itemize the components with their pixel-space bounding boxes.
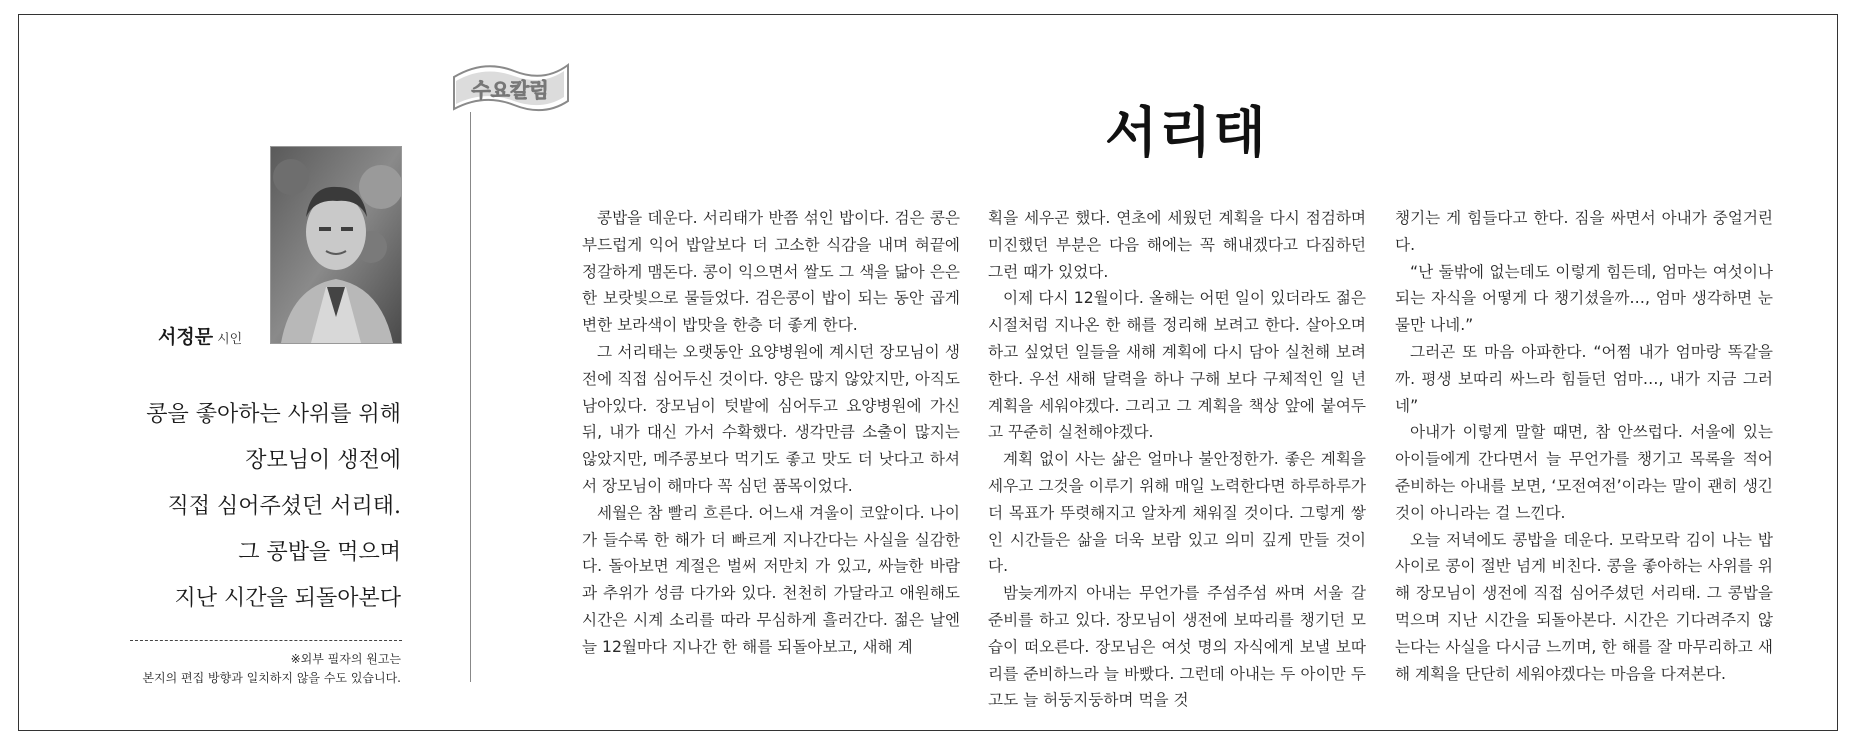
- author-byline: [158, 322, 242, 349]
- article-paragraph: 획을 세우곤 했다. 연초에 세웠던 계획을 다시 점검하며 미진했던 부분은 다음 해에는 꼭 해내겠다고 다짐하던 그런 때가 있었다.: [988, 209, 1366, 281]
- pull-quote-line: 직접 심어주셨던 서리태.: [167, 494, 401, 519]
- disclaimer-line: 본지의 편집 방향과 일치하지 않을 수도 있습니다.: [142, 671, 401, 685]
- pull-quote: [146, 392, 401, 622]
- column-badge-label: 수요칼럼: [471, 78, 549, 102]
- pull-quote-line: 장모님이 생전에: [245, 448, 401, 473]
- article-paragraph: 이제 다시 12월이다. 올해는 어떤 일이 있더라도 젊은 시절처럼 지나온 한 해를 정리해 보려고 한다. 살아오며 하고 싶었던 일들을 새해 계획에 다시 담아 실천해 보려 한다. 우선 새해 달력을 하나 구해 보다 구체적인 일 년 계획을 세워야겠다. 그리고 그 계획을 책상 앞에 붙여두고 꾸준히 실천해야겠다.: [988, 289, 1366, 442]
- article-paragraph: 콩밥을 데운다. 서리태가 반쯤 섞인 밥이다. 검은 콩은 부드럽게 익어 밥알보다 더 고소한 식감을 내며 혀끝에 정갈하게 맴돈다. 콩이 익으면서 쌀도 그 색을 닮아 은은한 보랏빛으로 물들었다. 검은콩이 밥이 되는 동안 곱게 변한 보라색이 밥맛을 한층 더 좋게 한다.: [582, 209, 960, 335]
- article-paragraph: 챙기는 게 힘들다고 한다. 짐을 싸면서 아내가 중얼거린다.: [1395, 209, 1773, 254]
- article-paragraph: “난 둘밖에 없는데도 이렇게 힘든데, 엄마는 여섯이나 되는 자식을 어떻게 다 챙기셨을까…, 엄마 생각하면 눈물만 나네.”: [1395, 262, 1773, 335]
- column-badge-flag: [444, 55, 574, 125]
- article-column-1: [582, 205, 960, 661]
- pull-quote-line: 콩을 좋아하는 사위를 위해: [146, 402, 401, 427]
- dashed-divider: [130, 640, 402, 641]
- article-column-3: [1395, 205, 1773, 687]
- pull-quote-line: 그 콩밥을 먹으며: [238, 540, 401, 565]
- author-name: 서정문: [158, 326, 214, 348]
- pull-quote-line: 지난 시간을 되돌아본다: [174, 586, 401, 611]
- author-portrait-illustration: [271, 147, 401, 343]
- article-paragraph: 밤늦게까지 아내는 무언가를 주섬주섬 싸며 서울 갈 준비를 하고 있다. 장모님이 생전에 보따리를 챙기던 모습이 떠오른다. 장모님은 여섯 명의 자식에게 보낼 보따리를 준비하느라 늘 바빴다. 그런데 아내는 두 아이만 두고도 늘 허둥지둥하며 먹을 것: [988, 584, 1366, 710]
- author-photo: [270, 146, 402, 344]
- article-paragraph: 오늘 저녁에도 콩밥을 데운다. 모락모락 김이 나는 밥 사이로 콩이 절반 넘게 비친다. 콩을 좋아하는 사위를 위해 장모님이 생전에 직접 심어주셨던 서리태. 그 콩밥을 먹으며 지난 시간을 되돌아본다. 시간은 기다려주지 않는다는 사실을 다시금 느끼며, 한 해를 잘 마무리하고 새해 계획을 단단히 세워야겠다는 마음을 다져본다.: [1395, 530, 1773, 683]
- article-paragraph: 아내가 이렇게 말할 때면, 참 안쓰럽다. 서울에 있는 아이들에게 간다면서 늘 무언가를 챙기고 목록을 적어 준비하는 아내를 보면, ‘모전여전’이라는 말이 괜히 생긴 것이 아니라는 걸 느낀다.: [1395, 423, 1773, 522]
- vertical-rule: [470, 112, 471, 682]
- article-paragraph: 그러곤 또 마음 아파한다. “어쩜 내가 엄마랑 똑같을까. 평생 보따리 싸느라 힘들던 엄마…, 내가 지금 그러네”: [1395, 342, 1773, 415]
- article-paragraph: 세월은 참 빨리 흐른다. 어느새 겨울이 코앞이다. 나이가 들수록 한 해가 더 빠르게 지나간다는 사실을 실감한다. 돌아보면 계절은 벌써 저만치 가 있고, 싸늘한 바람과 추위가 성큼 다가와 있다. 천천히 가달라고 애원해도 시간은 시계 소리를 따라 무심하게 흘러간다. 젊은 날엔 늘 12월마다 지나간 한 해를 되돌아보고, 새해 계: [582, 503, 960, 656]
- article-paragraph: 계획 없이 사는 삶은 얼마나 불안정한가. 좋은 계획을 세우고 그것을 이루기 위해 매일 노력한다면 하루하루가 더 목표가 뚜렷해지고 알차게 채워질 것이다. 그렇게 쌓인 시간들은 삶을 더욱 보람 있고 의미 깊게 만들 것이다.: [988, 450, 1366, 576]
- article-column-2: [988, 205, 1366, 714]
- article-paragraph: 그 서리태는 오랫동안 요양병원에 계시던 장모님이 생전에 직접 심어두신 것이다. 양은 많지 않았지만, 아직도 남아있다. 장모님이 텃밭에 심어두고 요양병원에 가신 뒤, 내가 대신 가서 수확했다. 생각만큼 소출이 많지는 않았지만, 메주콩보다 먹기도 좋고 맛도 더 낫다고 하셔서 장모님이 해마다 꼭 심던 품목이었다.: [582, 342, 960, 495]
- article-headline: 서리태: [1105, 100, 1268, 164]
- disclaimer: [142, 650, 401, 688]
- author-role: 시인: [217, 332, 243, 347]
- disclaimer-line: ※외부 필자의 원고는: [290, 652, 401, 666]
